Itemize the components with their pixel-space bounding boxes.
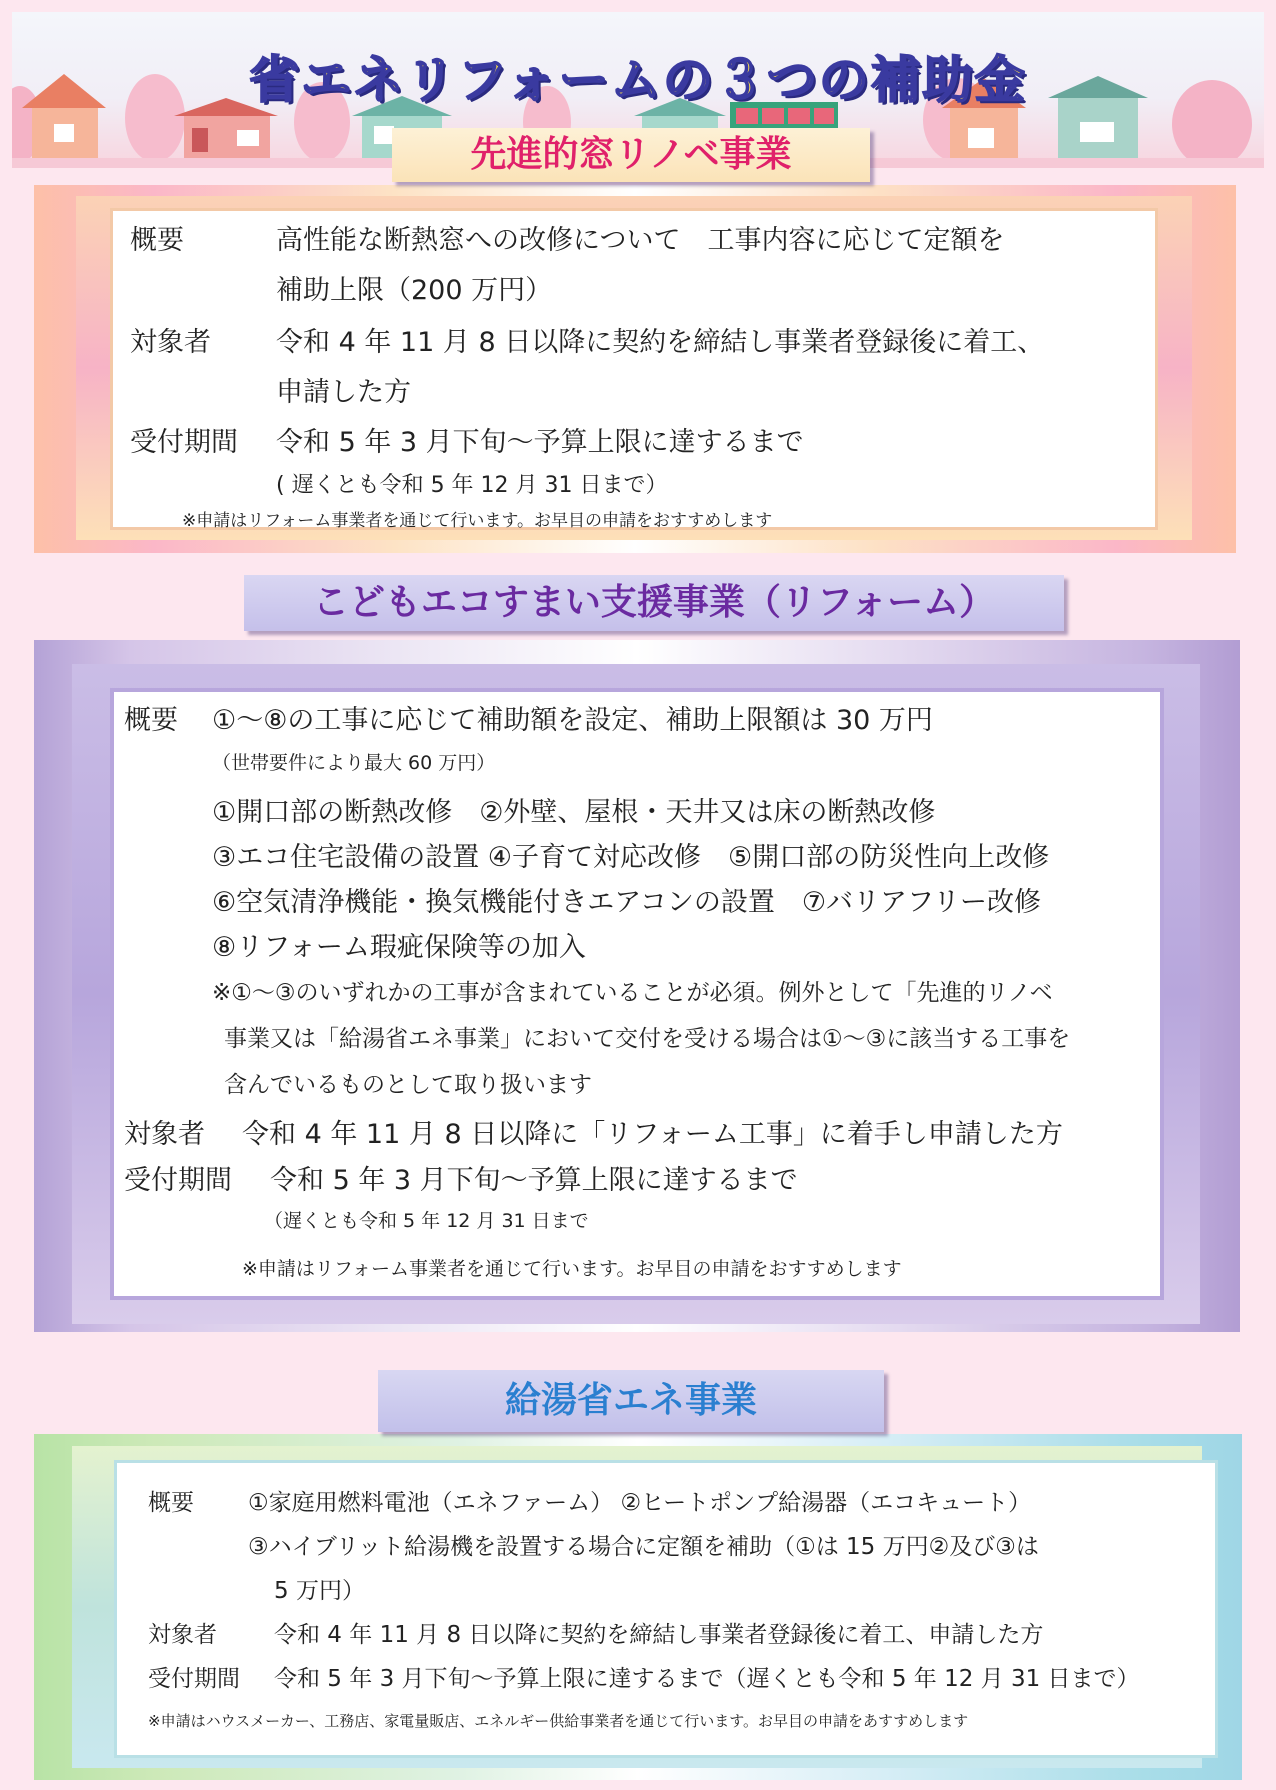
section2-overview-line2: （世帯要件により最大 60 万円） bbox=[212, 752, 496, 774]
section3-overview-line1: ①家庭用燃料電池（エネファーム） ②ヒートポンプ給湯器（エコキュート） bbox=[248, 1490, 1032, 1516]
section2-items-line2: ③エコ住宅設備の設置 ④子育て対応改修 ⑤開口部の防災性向上改修 bbox=[212, 842, 1050, 873]
section1-title: 先進的窓リノベ事業 bbox=[392, 128, 870, 182]
section2-label-period: 受付期間 bbox=[124, 1165, 232, 1196]
section3-note: ※申請はハウスメーカー、工務店、家電量販店、エネルギー供給事業者を通じて行います。お早目の申請をあすすめします bbox=[148, 1712, 969, 1730]
section3-overview-line2: ③ハイブリット給湯機を設置する場合に定額を補助（①は 15 万円②及び③は bbox=[248, 1534, 1039, 1560]
section1-target-line1: 令和 4 年 11 月 8 日以降に契約を締結し事業者登録後に着工、 bbox=[276, 327, 1045, 358]
section1-label-target: 対象者 bbox=[130, 327, 211, 358]
section1-period-line1: 令和 5 年 3 月下旬～予算上限に達するまで bbox=[276, 427, 804, 458]
section2-overview-line1: ①～⑧の工事に応じて補助額を設定、補助上限額は 30 万円 bbox=[212, 705, 933, 736]
section3-period-line1: 令和 5 年 3 月下旬～予算上限に達するまで（遅くとも令和 5 年 12 月 31 日まで） bbox=[274, 1666, 1140, 1692]
section1-target-line2: 申請した方 bbox=[276, 377, 411, 408]
section1-period-line2: ( 遅くとも令和 5 年 12 月 31 日まで） bbox=[276, 473, 668, 498]
section2-label-target: 対象者 bbox=[124, 1119, 205, 1150]
section1-label-overview: 概要 bbox=[130, 225, 184, 256]
section2-items-line4: ⑧リフォーム瑕疵保険等の加入 bbox=[212, 932, 586, 963]
section2-items-line1: ①開口部の断熱改修 ②外壁、屋根・天井又は床の断熱改修 bbox=[212, 797, 936, 828]
section2-target-line1: 令和 4 年 11 月 8 日以降に「リフォーム工事」に着手し申請した方 bbox=[242, 1119, 1063, 1150]
section2-items-line3: ⑥空気清浄機能・換気機能付きエアコンの設置 ⑦バリアフリー改修 bbox=[212, 887, 1041, 918]
section3-overview-line3: 5 万円） bbox=[274, 1578, 365, 1604]
section1-overview-line1: 高性能な断熱窓への改修について 工事内容に応じて定額を bbox=[276, 225, 1005, 256]
section3-label-overview: 概要 bbox=[148, 1490, 194, 1516]
section3-label-target: 対象者 bbox=[148, 1622, 217, 1648]
section2-period-line1: 令和 5 年 3 月下旬～予算上限に達するまで bbox=[270, 1165, 798, 1196]
section2-note: ※申請はリフォーム事業者を通じて行います。お早目の申請をおすすめします bbox=[242, 1258, 902, 1280]
section1-overview-line2: 補助上限（200 万円） bbox=[276, 275, 553, 306]
section1-note: ※申請はリフォーム事業者を通じて行います。お早目の申請をおすすめします bbox=[182, 511, 773, 531]
page-title: 省エネリフォームの３つの補助金 bbox=[249, 51, 1027, 109]
section2-period-line2: （遅くとも令和 5 年 12 月 31 日まで bbox=[264, 1210, 589, 1232]
section2-title: こどもエコすまい支援事業（リフォーム） bbox=[244, 575, 1064, 631]
section3-target-line1: 令和 4 年 11 月 8 日以降に契約を締結し事業者登録後に着工、申請した方 bbox=[274, 1622, 1044, 1648]
section2-label-overview: 概要 bbox=[124, 705, 178, 736]
section1-label-period: 受付期間 bbox=[130, 427, 238, 458]
section2-remark-line1: ※①～③のいずれかの工事が含まれていることが必須。例外として「先進的リノベ bbox=[212, 980, 1053, 1006]
section2-remark-line3: 含んでいるものとして取り扱います bbox=[224, 1072, 592, 1098]
section2-remark-line2: 事業又は「給湯省エネ事業」において交付を受ける場合は①～③に該当する工事を bbox=[224, 1026, 1071, 1052]
section3-label-period: 受付期間 bbox=[148, 1666, 240, 1692]
section3-title: 給湯省エネ事業 bbox=[378, 1370, 884, 1432]
